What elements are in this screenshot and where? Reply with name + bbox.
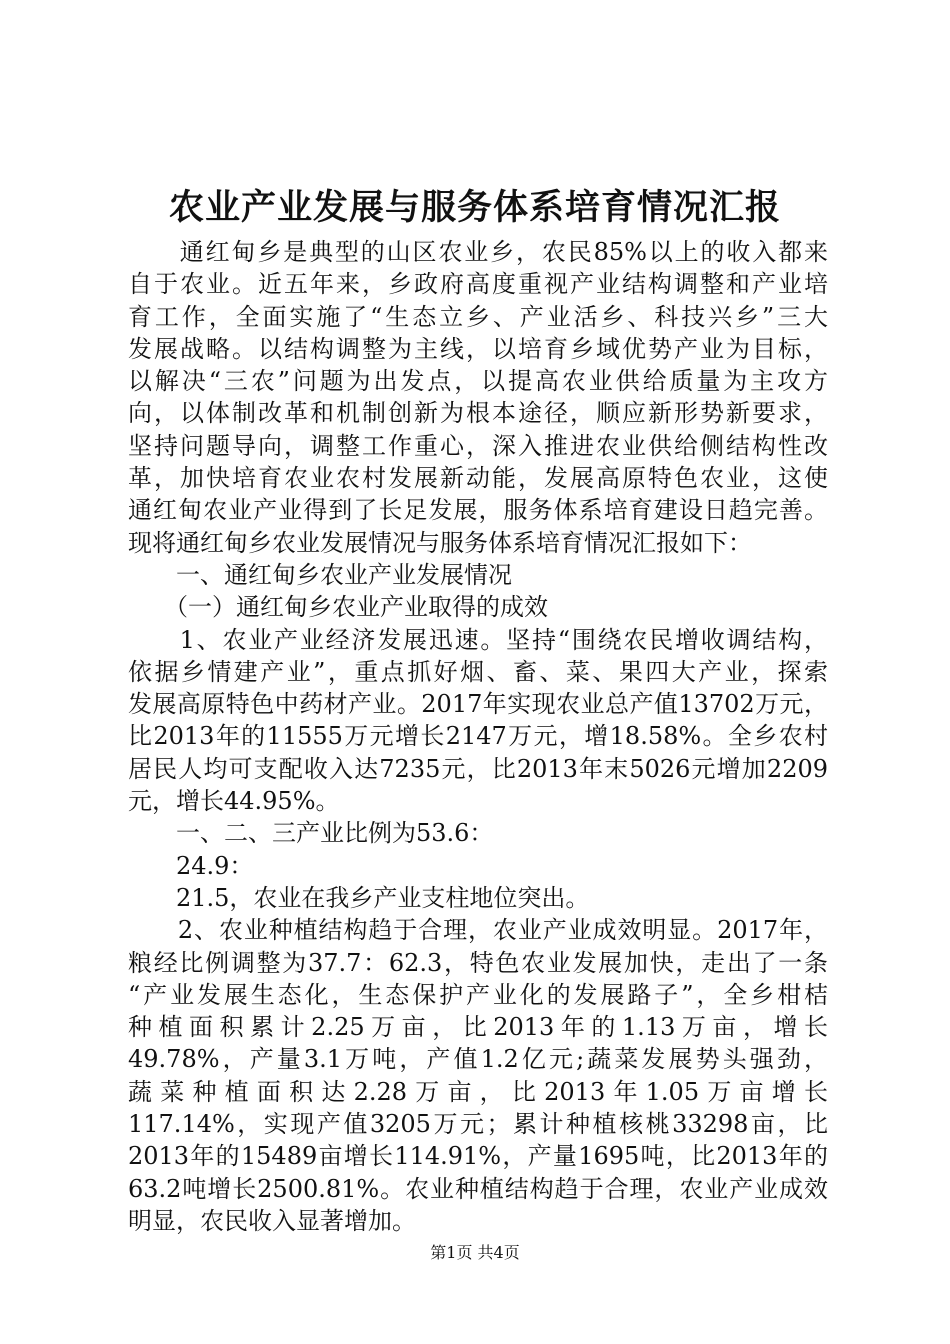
body-line: 一、二、三产业比例为53.6： (128, 819, 494, 848)
body-line: 自于农业。近五年来，乡政府高度重视产业结构调整和产业培 (128, 270, 828, 299)
body-line: 革，加快培育农业农村发展新动能，发展高原特色农业，这使 (128, 464, 828, 493)
body-line: 种植面积累计2.25万亩，比2013年的1.13万亩，增长 (128, 1013, 828, 1042)
body-line: 明显，农民收入显著增加。 (128, 1206, 416, 1235)
section-heading: 一、通红甸乡农业产业发展情况 (128, 560, 512, 589)
body-line: 向，以体制改革和机制创新为根本途径，顺应新形势新要求， (128, 399, 828, 428)
body-line: 通红甸乡是典型的山区农业乡，农民85%以上的收入都来 (128, 238, 828, 266)
body-line: 蔬菜种植面积达2.28万亩，比2013年1.05万亩增长 (128, 1077, 828, 1106)
body-line: 117.14%，实现产值3205万元；累计种植核桃33298亩，比 (128, 1110, 828, 1139)
body-line: 元，增长44.95%。 (128, 787, 340, 816)
body-line: 63.2吨增长2500.81%。农业种植结构趋于合理，农业产业成效 (128, 1174, 828, 1203)
body-line: 粮经比例调整为37.7：62.3，特色农业发展加快，走出了一条 (128, 948, 828, 977)
body-line: 24.9： (128, 851, 254, 880)
subsection-heading: （一）通红甸乡农业产业取得的成效 (128, 593, 548, 622)
body-line: 2013年的15489亩增长114.91%，产量1695吨，比2013年的 (128, 1142, 828, 1171)
body-line: 2、农业种植结构趋于合理，农业产业成效明显。2017年， (128, 916, 828, 945)
body-line: 居民人均可支配收入达7235元，比2013年末5026元增加2209 (128, 754, 828, 783)
document-title: 农业产业发展与服务体系培育情况汇报 (168, 188, 781, 228)
body-line: 发展战略。以结构调整为主线，以培育乡域优势产业为目标， (128, 334, 828, 363)
body-line: 以解决“三农”问题为出发点，以提高农业供给质量为主攻方 (128, 367, 828, 396)
body-line: 比2013年的11555万元增长2147万元，增18.58%。全乡农村 (128, 722, 828, 751)
body-line: 发展高原特色中药材产业。2017年实现农业总产值13702万元， (128, 690, 828, 719)
body-line: 21.5，农业在我乡产业支柱地位突出。 (128, 883, 590, 912)
body-line: 育工作，全面实施了“生态立乡、产业活乡、科技兴乡”三大 (128, 302, 828, 331)
body-line: 1、农业产业经济发展迅速。坚持“围绕农民增收调结构， (128, 625, 828, 654)
body-line: 坚持问题导向，调整工作重心，深入推进农业供给侧结构性改 (128, 431, 828, 460)
page-footer: 第1页 共4页 (430, 1243, 520, 1262)
body-line: “产业发展生态化，生态保护产业化的发展路子”，全乡柑桔 (128, 980, 828, 1009)
body-line: 49.78%，产量3.1万吨，产值1.2亿元;蔬菜发展势头强劲， (128, 1045, 828, 1074)
body-line: 现将通红甸乡农业发展情况与服务体系培育情况汇报如下： (128, 528, 752, 557)
body-line: 依据乡情建产业”，重点抓好烟、畜、菜、果四大产业，探索 (128, 657, 828, 686)
body-line: 通红甸农业产业得到了长足发展，服务体系培育建设日趋完善。 (128, 496, 828, 525)
document-body (128, 236, 828, 1237)
